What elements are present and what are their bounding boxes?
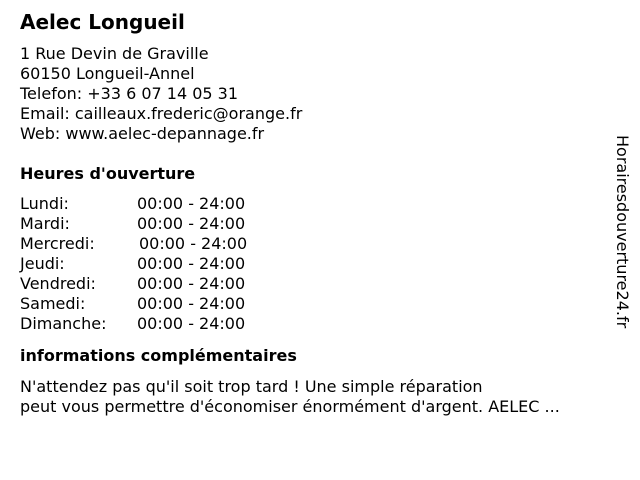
opening-hours-table	[20, 194, 610, 334]
hours-row-thursday	[20, 254, 610, 274]
city-address: 60150 Longueil-Annel	[20, 64, 195, 83]
time-range: 00:00 - 24:00	[137, 294, 246, 313]
hours-row-tuesday	[20, 214, 610, 234]
business-name: Aelec Longueil	[20, 10, 185, 34]
hours-row-saturday	[20, 294, 610, 314]
time-range: 00:00 - 24:00	[137, 274, 246, 293]
day-label: Dimanche:	[20, 314, 107, 333]
phone-number: Telefon: +33 6 07 14 05 31	[20, 84, 239, 103]
time-range: 00:00 - 24:00	[137, 254, 246, 273]
business-card	[20, 10, 610, 417]
site-watermark: Horairesdouverture24.fr	[613, 135, 632, 329]
info-line: N'attendez pas qu'il soit trop tard ! Une simple réparation	[20, 377, 483, 396]
hours-row-sunday	[20, 314, 610, 334]
additional-info-text	[20, 377, 610, 417]
day-label: Mercredi:	[20, 234, 95, 253]
day-label: Vendredi:	[20, 274, 96, 293]
day-label: Mardi:	[20, 214, 70, 233]
hours-row-wednesday	[20, 234, 610, 254]
time-range: 00:00 - 24:00	[137, 314, 246, 333]
day-label: Samedi:	[20, 294, 86, 313]
additional-info-title: informations complémentaires	[20, 346, 297, 365]
hours-row-monday	[20, 194, 610, 214]
time-range: 00:00 - 24:00	[137, 214, 246, 233]
website-address: Web: www.aelec-depannage.fr	[20, 124, 265, 143]
opening-hours-title: Heures d'ouverture	[20, 164, 196, 183]
email-address: Email: cailleaux.frederic@orange.fr	[20, 104, 303, 123]
address-block	[20, 44, 610, 144]
time-range: 00:00 - 24:00	[139, 234, 248, 253]
info-line: peut vous permettre d'économiser énormément d'argent. AELEC ...	[20, 397, 560, 416]
day-label: Lundi:	[20, 194, 69, 213]
hours-row-friday	[20, 274, 610, 294]
day-label: Jeudi:	[20, 254, 65, 273]
street-address: 1 Rue Devin de Graville	[20, 44, 209, 63]
time-range: 00:00 - 24:00	[137, 194, 246, 213]
